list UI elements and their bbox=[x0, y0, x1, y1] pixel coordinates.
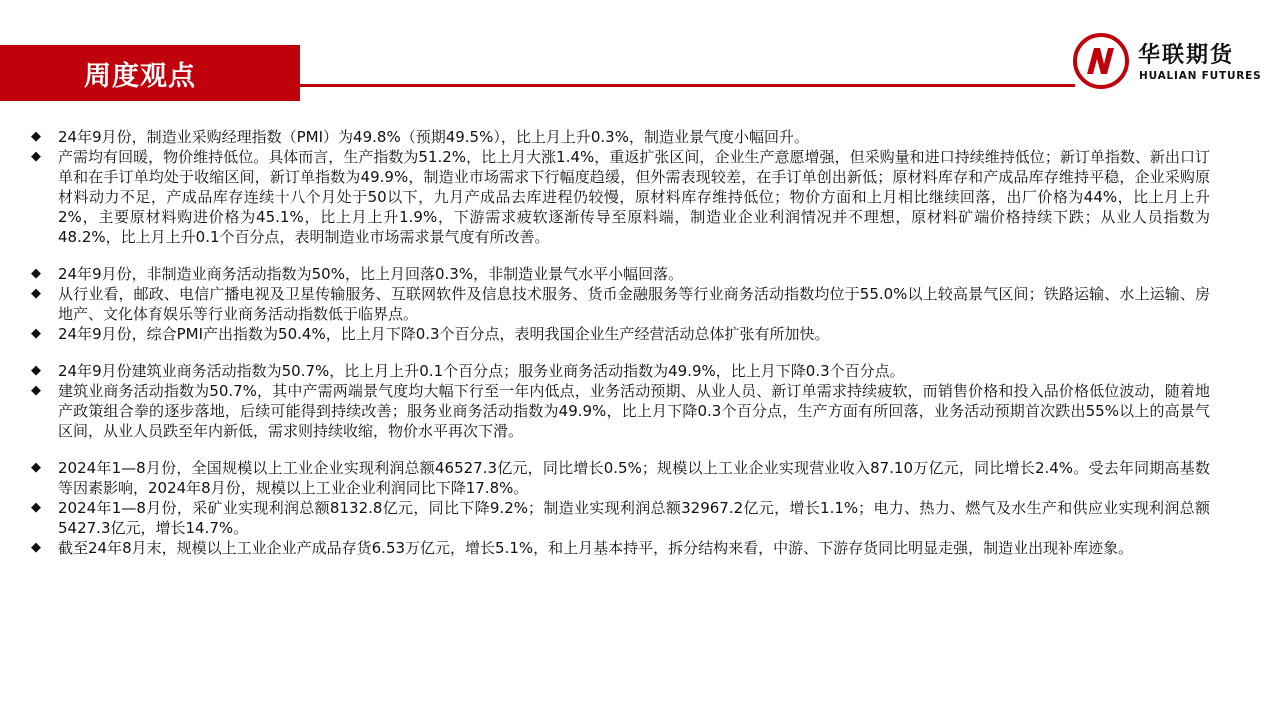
bullet-item bbox=[30, 127, 1210, 147]
diamond-bullet-icon: ◆ bbox=[31, 129, 41, 144]
company-logo bbox=[1072, 32, 1272, 92]
bullet-item bbox=[30, 498, 1210, 538]
bullet-text: 产需均有回暖，物价维持低位。具体而言，生产指数为51.2%，比上月大涨1.4%，重返扩张区间，企业生产意愿增强，但采购量和进口持续维持低位；新订单指数、新出口订单和在手订单均处于收缩区间，新订单指数为49.9%，制造业市场需求下行幅度趋缓，但外需表现较差，在手订单创出新低；原材料库存和产成品库存维持平稳，企业采购原材料动力不足，产成品库存连续十八个月处于50以下，九月产成品去库进程仍较慢，原材料库存维持低位；物价方面和上月相比继续回落，出厂价格为44%，比上月上升2%，主要原材料购进价格为45.1%，比上月上升1.9%，下游需求疲软逐渐传导至原料端，制造业企业利润情况并不理想，原材料矿端价格持续下跌；从业人员指数为48.2%，比上月上升0.1个百分点，表明制造业市场需求景气度有所改善。 bbox=[58, 148, 1210, 246]
bullet-text: 2024年1—8月份，全国规模以上工业企业实现利润总额46527.3亿元，同比增长0.5%；规模以上工业企业实现营业收入87.10万亿元，同比增长2.4%。受去年同期高基数等因素影响，2024年8月份，规模以上工业企业利润同比下降17.8%。 bbox=[58, 459, 1210, 497]
logo-name-en: HUALIAN FUTURES bbox=[1139, 70, 1262, 82]
title-bar bbox=[0, 45, 300, 101]
diamond-bullet-icon: ◆ bbox=[31, 149, 41, 164]
bullet-text: 24年9月份，制造业采购经理指数（PMI）为49.8%（预期49.5%），比上月上升0.3%，制造业景气度小幅回升。 bbox=[58, 128, 809, 146]
header-rule-line bbox=[300, 84, 1075, 87]
bullet-item bbox=[30, 264, 1210, 284]
bullet-item bbox=[30, 284, 1210, 324]
bullet-group bbox=[30, 361, 1210, 441]
bullet-item bbox=[30, 324, 1210, 344]
bullet-group bbox=[30, 264, 1210, 344]
diamond-bullet-icon: ◆ bbox=[31, 363, 41, 378]
bullet-item bbox=[30, 381, 1210, 441]
hualian-logo-icon bbox=[1072, 32, 1130, 90]
logo-name-cn: 华联期货 bbox=[1138, 43, 1235, 68]
bullet-group bbox=[30, 127, 1210, 247]
bullet-text: 24年9月份，综合PMI产出指数为50.4%，比上月下降0.3个百分点，表明我国企业生产经营活动总体扩张有所加快。 bbox=[58, 325, 830, 343]
bullet-text: 建筑业商务活动指数为50.7%，其中产需两端景气度均大幅下行至一年内低点，业务活动预期、从业人员、新订单需求持续疲软，而销售价格和投入品价格低位波动，随着地产政策组合拳的逐步落地，后续可能得到持续改善；服务业商务活动指数为49.9%，比上月下降0.3个百分点，生产方面有所回落，业务活动预期首次跌出55%以上的高景气区间，从业人员跌至年内新低，需求则持续收缩，物价水平再次下滑。 bbox=[58, 382, 1210, 440]
content-area bbox=[30, 127, 1210, 575]
diamond-bullet-icon: ◆ bbox=[31, 286, 41, 301]
bullet-text: 2024年1—8月份，采矿业实现利润总额8132.8亿元，同比下降9.2%；制造业实现利润总额32967.2亿元，增长1.1%；电力、热力、燃气及水生产和供应业实现利润总额5427.3亿元，增长14.7%。 bbox=[58, 499, 1210, 537]
bullet-item bbox=[30, 538, 1210, 558]
diamond-bullet-icon: ◆ bbox=[31, 540, 41, 555]
bullet-item bbox=[30, 147, 1210, 247]
bullet-item bbox=[30, 361, 1210, 381]
page-title: 周度观点 bbox=[84, 60, 196, 92]
bullet-group bbox=[30, 458, 1210, 558]
diamond-bullet-icon: ◆ bbox=[31, 266, 41, 281]
diamond-bullet-icon: ◆ bbox=[31, 326, 41, 341]
diamond-bullet-icon: ◆ bbox=[31, 460, 41, 475]
bullet-item bbox=[30, 458, 1210, 498]
bullet-text: 截至24年8月末，规模以上工业企业产成品存货6.53万亿元，增长5.1%，和上月基本持平，拆分结构来看，中游、下游存货同比明显走强，制造业出现补库迹象。 bbox=[58, 539, 1134, 557]
bullet-text: 从行业看，邮政、电信广播电视及卫星传输服务、互联网软件及信息技术服务、货币金融服务等行业商务活动指数均位于55.0%以上较高景气区间；铁路运输、水上运输、房地产、文化体育娱乐等行业商务活动指数低于临界点。 bbox=[58, 285, 1210, 323]
diamond-bullet-icon: ◆ bbox=[31, 500, 41, 515]
diamond-bullet-icon: ◆ bbox=[31, 383, 41, 398]
bullet-text: 24年9月份，非制造业商务活动指数为50%，比上月回落0.3%，非制造业景气水平小幅回落。 bbox=[58, 265, 684, 283]
bullet-text: 24年9月份建筑业商务活动指数为50.7%，比上月上升0.1个百分点；服务业商务活动指数为49.9%，比上月下降0.3个百分点。 bbox=[58, 362, 905, 380]
